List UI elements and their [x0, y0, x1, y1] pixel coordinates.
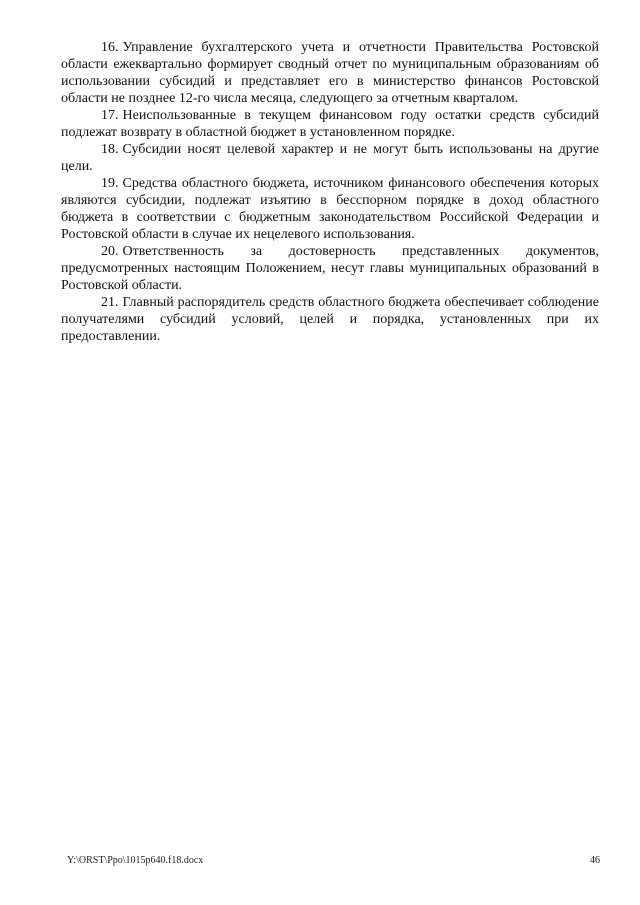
paragraph-number: 16.	[101, 40, 119, 55]
paragraph-text: Неиспользованные в текущем финансовом году остатки средств субсидий подлежат возврату в областной бюджет в установленном порядке.	[61, 108, 599, 140]
page-number: 46	[590, 855, 600, 866]
paragraph-text: Средства областного бюджета, источником финансового обеспечения которых являются субсидии, подлежат изъятию в бесспорном порядке в доход областного бюджета в соответствии с бюджетным законодательством Российской Федерации и Ростовской области в случае их нецелевого использования.	[61, 176, 599, 242]
paragraph-text: Ответственность за достоверность представленных документов, предусмотренных настоящим Положением, несут главы муниципальных образований в Ростовской области.	[61, 244, 599, 293]
paragraph-17	[61, 107, 599, 141]
paragraph-text: Управление бухгалтерского учета и отчетности Правительства Ростовской области ежеквартально формирует сводный отчет по муниципальным образованиям об использовании субсидий и представляет его в министерство финансов Ростовской области не позднее 12-го числа месяца, следующего за отчетным кварталом.	[61, 40, 599, 106]
paragraph-number: 19.	[101, 176, 119, 191]
paragraph-19	[61, 175, 599, 243]
paragraph-text: Субсидии носят целевой характер и не могут быть использованы на другие цели.	[61, 142, 599, 174]
file-path: Y:\ORST\Ppo\1015p640.f18.docx	[67, 855, 204, 866]
paragraph-number: 17.	[101, 108, 119, 123]
paragraph-text: Главный распорядитель средств областного бюджета обеспечивает соблюдение получателями субсидий условий, целей и порядка, установленных при их предоставлении.	[61, 295, 599, 344]
paragraph-20	[61, 243, 599, 294]
paragraph-21	[61, 294, 599, 345]
paragraph-16	[61, 39, 599, 107]
paragraph-number: 20.	[101, 244, 119, 259]
paragraph-number: 18.	[101, 142, 119, 157]
paragraph-number: 21.	[101, 295, 119, 310]
paragraph-18	[61, 141, 599, 175]
document-body	[61, 39, 599, 345]
